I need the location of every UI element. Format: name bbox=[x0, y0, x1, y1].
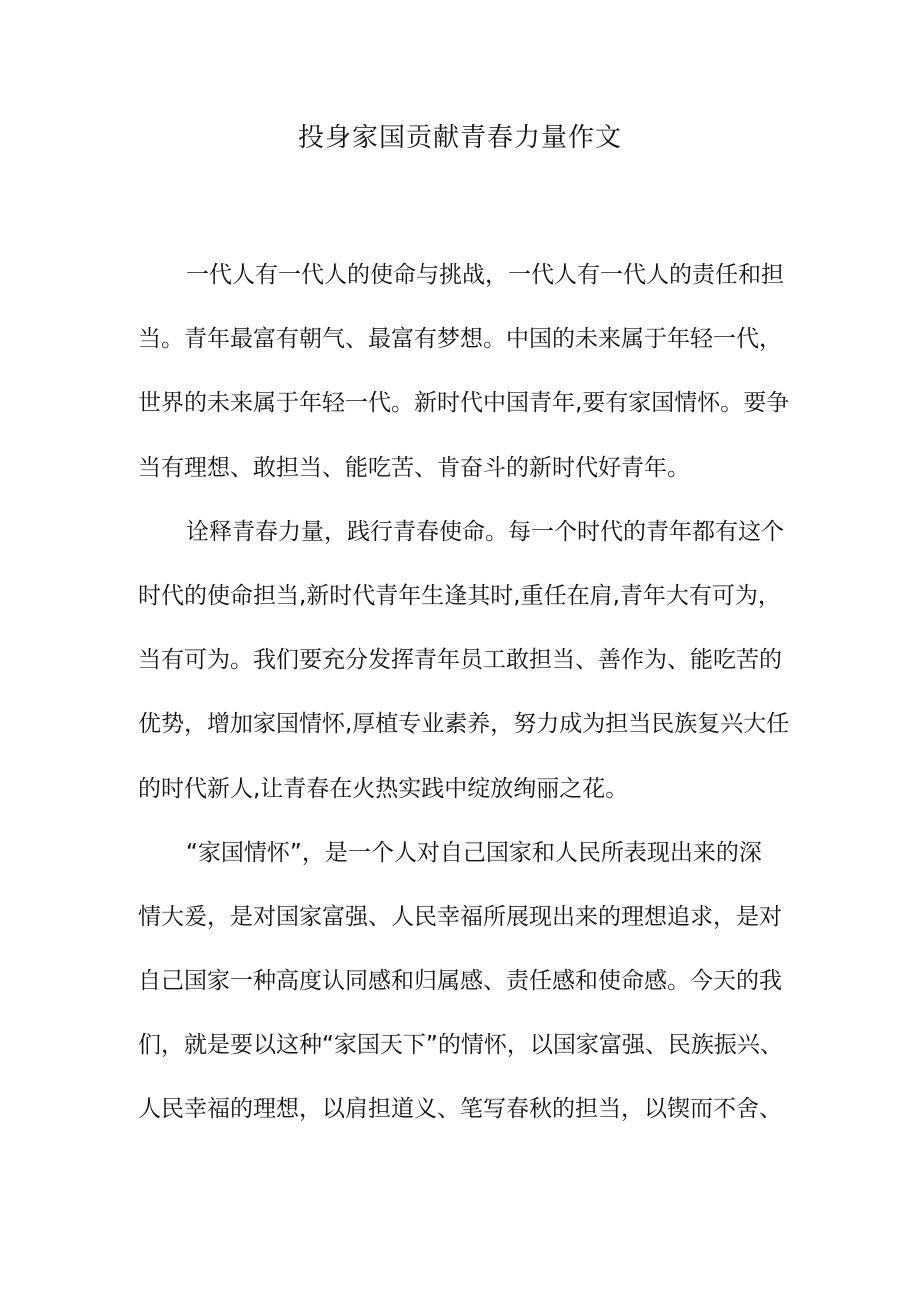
paragraph-3-line-4: 们，就是要以这种“家国天下”的情怀，以国家富强、民族振兴、 bbox=[138, 1032, 783, 1059]
paragraph-1-line-4: 当有理想、敢担当、能吃苦、肯奋斗的新时代好青年。 bbox=[138, 454, 690, 481]
document-title: 投身家国贡献青春力量作文 bbox=[297, 123, 622, 153]
paragraph-3-line-5: 人民幸福的理想，以肩担道义、笔写春秋的担当，以锲而不舍、 bbox=[138, 1096, 782, 1123]
paragraph-2-line-5: 的时代新人,让青春在火热实践中绽放绚丽之花。 bbox=[138, 775, 629, 802]
paragraph-3-line-1: “家国情怀”，是一个人对自己国家和人民所表现出来的深 bbox=[186, 839, 762, 866]
paragraph-2-line-3: 当有可为。我们要充分发挥青年员工敢担当、善作为、能吃苦的 bbox=[138, 647, 782, 674]
paragraph-1-line-1: 一代人有一代人的使命与挑战，一代人有一代人的责任和担 bbox=[186, 262, 784, 288]
document-body bbox=[138, 253, 802, 1152]
paragraph-1-line-3: 世界的未来属于年轻一代。新时代中国青年,要有家国情怀。要争 bbox=[138, 390, 790, 417]
paragraph-3-line-3: 自己国家一种高度认同感和归属感、责任感和使命感。今天的我 bbox=[138, 968, 782, 995]
paragraph-2-line-1: 诠释青春力量，践行青春使命。每一个时代的青年都有这个 bbox=[186, 518, 784, 545]
paragraph-2-line-4: 优势，增加家国情怀,厚植专业素养，努力成为担当民族复兴大任 bbox=[138, 711, 790, 738]
paragraph-3-line-2: 情大爰，是对国家富强、人民幸福所展现出来的理想追求，是对 bbox=[138, 903, 782, 930]
paragraph-2-line-2: 时代的使命担当,新时代青年生逢其时,重任在肩,青年大有可为， bbox=[138, 582, 781, 609]
paragraph-1-line-2: 当。青年最富有朝气、最富有梦想。中国的未来属于年轻一代， bbox=[138, 326, 782, 353]
